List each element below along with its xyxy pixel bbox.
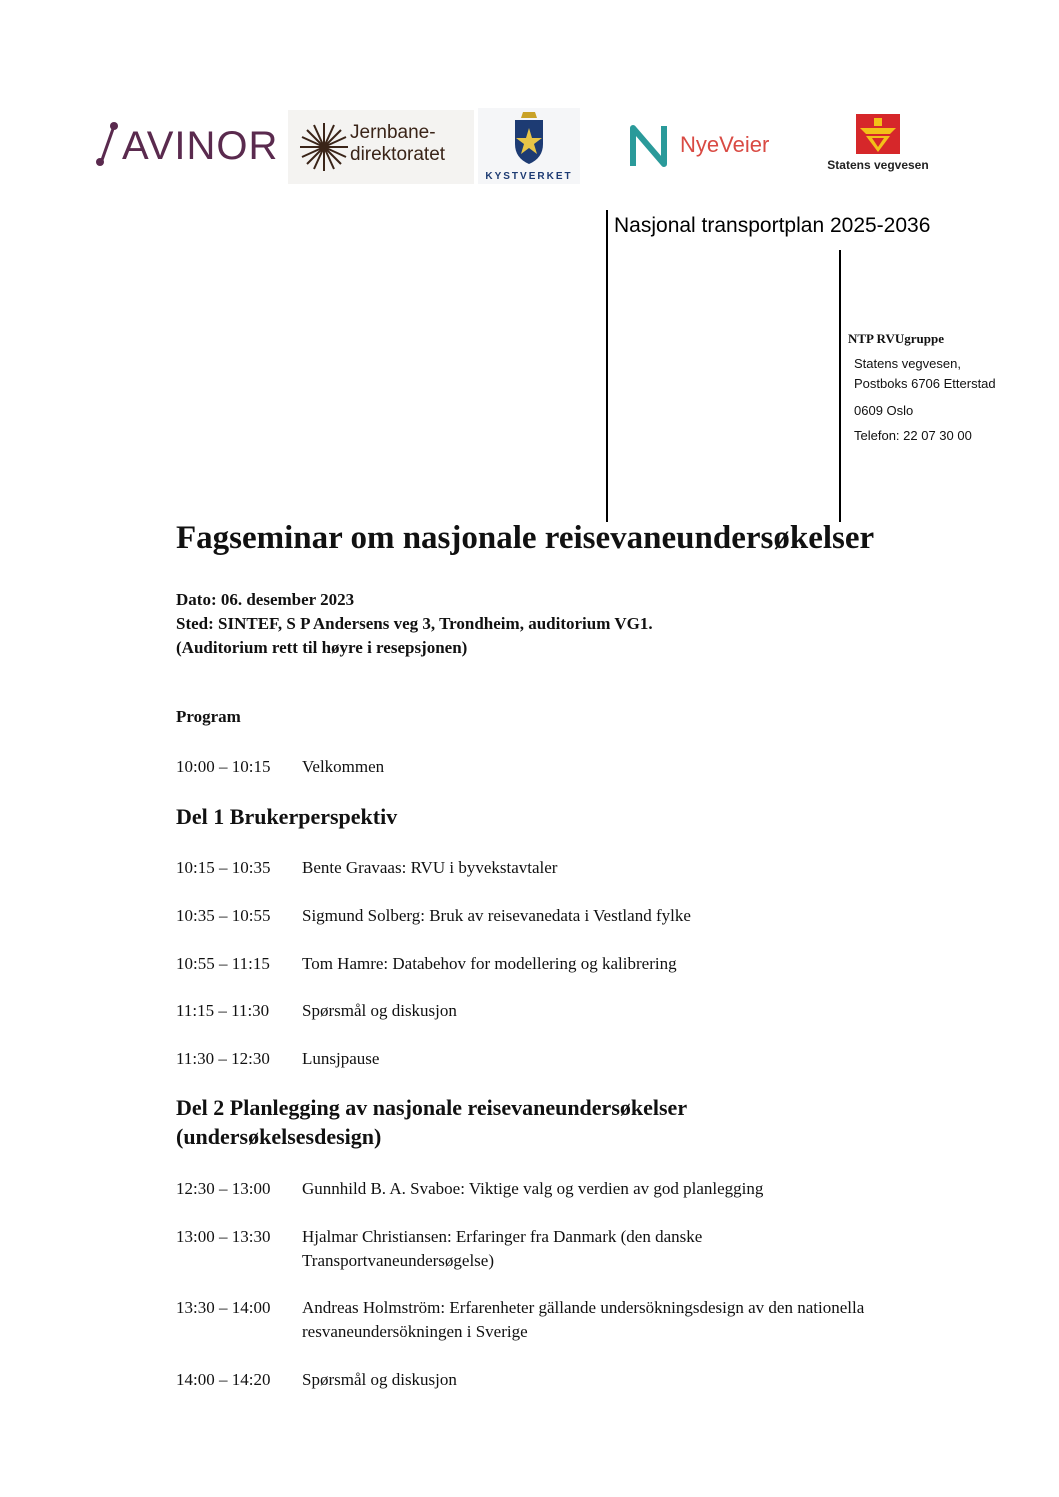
jernbane-star-icon	[296, 119, 352, 175]
jernbanedirektoratet-wordmark: Jernbane- direktoratet	[350, 122, 446, 165]
program-item-time: 10:35 – 10:55	[176, 906, 271, 925]
header-divider-right	[839, 250, 841, 522]
kystverket-shield-icon	[509, 110, 549, 166]
program-item-time: 10:15 – 10:35	[176, 858, 271, 877]
avinor-wordmark: AVINOR	[122, 124, 279, 168]
header-divider-left	[606, 210, 608, 522]
program-item-desc: Gunnhild B. A. Svaboe: Viktige valg og verdien av god planlegging	[302, 1179, 764, 1198]
program-item-time: 14:00 – 14:20	[176, 1370, 271, 1389]
program-item-desc: Sigmund Solberg: Bruk av reisevanedata i Vestland fylke	[302, 906, 691, 925]
nye-veier-n-icon	[628, 122, 672, 168]
section-title-part2: Del 2 Planlegging av nasjonale reisevaneundersøkelser (undersøkelsesdesign)	[176, 1095, 688, 1149]
avinor-logo	[94, 118, 279, 174]
vegvesen-wordmark: Statens vegvesen	[827, 158, 929, 172]
program-item-time: 12:30 – 13:00	[176, 1179, 271, 1198]
program-item-desc: Tom Hamre: Databehov for modellering og kalibrering	[302, 954, 677, 973]
vegvesen-emblem-icon	[850, 114, 906, 156]
program-item-desc: Andreas Holmström: Erfarenheter gällande undersökningsdesign av den nationella resvaneundersökningen i Sverige	[302, 1298, 865, 1341]
program-item-time: 13:00 – 13:30	[176, 1227, 271, 1246]
program-item-desc: Hjalmar Christiansen: Erfaringer fra Danmark (den danske Transportvaneundersøgelse)	[302, 1227, 703, 1270]
statens-vegvesen-logo	[818, 114, 938, 176]
sender-postal: 0609 Oslo	[854, 403, 914, 418]
program-item-desc: Spørsmål og diskusjon	[302, 1001, 457, 1020]
sender-address-line2: Postboks 6706 Etterstad	[854, 376, 996, 391]
event-place: Sted: SINTEF, S P Andersens veg 3, Trondheim, auditorium VG1.	[176, 614, 653, 633]
kystverket-wordmark: KYSTVERKET	[485, 171, 573, 182]
sender-address-line1: Statens vegvesen,	[854, 356, 961, 371]
jernbanedirektoratet-logo	[288, 110, 474, 184]
nye-veier-logo	[628, 120, 778, 170]
program-item-desc: Bente Gravaas: RVU i byvekstavtaler	[302, 858, 558, 877]
program-label: Program	[176, 707, 241, 726]
program-item-desc: Spørsmål og diskusjon	[302, 1370, 457, 1389]
program-item-desc: Lunsjpause	[302, 1049, 380, 1068]
event-date: Dato: 06. desember 2023	[176, 590, 355, 609]
program-item-time: 10:00 – 10:15	[176, 757, 271, 776]
nye-veier-wordmark: NyeVeier	[680, 132, 770, 157]
program-item-time: 11:30 – 12:30	[176, 1049, 270, 1068]
program-item-time: 11:15 – 11:30	[176, 1001, 270, 1020]
program-item-time: 13:30 – 14:00	[176, 1298, 271, 1317]
event-place-note: (Auditorium rett til høyre i resepsjonen)	[176, 638, 468, 657]
kystverket-logo	[478, 108, 580, 184]
program-item-desc: Velkommen	[302, 757, 385, 776]
avinor-mark-icon	[94, 118, 122, 174]
sender-phone: Telefon: 22 07 30 00	[854, 428, 972, 443]
document-title: Fagseminar om nasjonale reisevaneundersøkelser	[176, 520, 875, 556]
sender-group: NTP RVUgruppe	[848, 331, 944, 346]
section-title-part1: Del 1 Brukerperspektiv	[176, 804, 398, 829]
plan-title: Nasjonal transportplan 2025-2036	[614, 214, 931, 237]
program-item-time: 10:55 – 11:15	[176, 954, 270, 973]
